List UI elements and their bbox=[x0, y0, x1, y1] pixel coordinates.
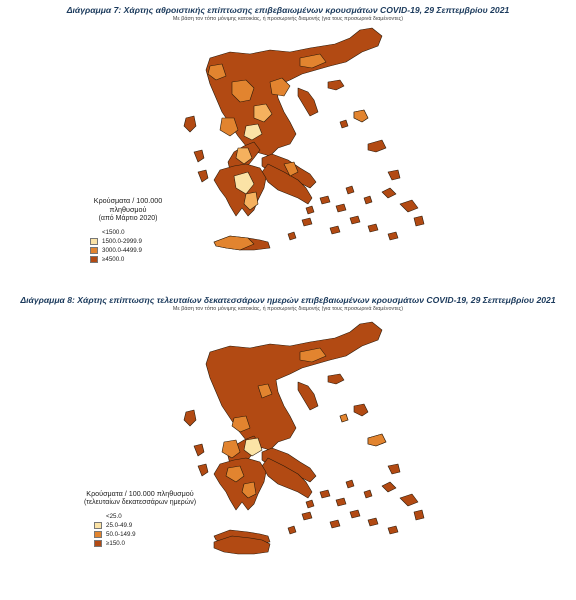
legend-subtitle: (από Μάρτιο 2020) bbox=[98, 215, 158, 222]
legend-subtitle: (τελευταίων δεκατεσσάρων ημερών) bbox=[83, 499, 197, 506]
map-panel-14day bbox=[0, 292, 576, 600]
legend-label: ≥4500.0 bbox=[102, 256, 125, 263]
legend-item bbox=[90, 246, 178, 255]
legend-title: Κρούσματα / 100.000 πληθυσμού bbox=[86, 489, 194, 498]
map-panel-cumulative bbox=[0, 0, 576, 290]
legend-label: 50.0-149.9 bbox=[106, 531, 136, 538]
greece-choropleth-map bbox=[150, 22, 440, 290]
legend-swatch bbox=[90, 238, 98, 245]
legend-label: <1500.0 bbox=[102, 229, 125, 236]
legend-swatch bbox=[94, 513, 102, 520]
figure-title: Διάγραμμα 7: Χάρτης αθροιστικής επίπτωσης επιβεβαιωμένων κρουσμάτων COVID-19, 29 Σεπτεμβρίου 2021 bbox=[66, 5, 510, 15]
legend-label: 3000.0-4499.9 bbox=[102, 247, 142, 254]
map-legend bbox=[70, 489, 210, 548]
region-shape bbox=[368, 434, 386, 446]
legend-label: 1500.0-2999.9 bbox=[102, 238, 142, 245]
regions-base bbox=[206, 322, 382, 510]
legend-item bbox=[94, 539, 210, 548]
region-shape bbox=[340, 414, 348, 422]
legend-item bbox=[94, 530, 210, 539]
legend-swatch bbox=[90, 247, 98, 254]
legend-label: <25.0 bbox=[106, 513, 122, 520]
legend-item bbox=[90, 228, 178, 237]
figure-title: Διάγραμμα 8: Χάρτης επίπτωσης τελευταίων δεκατεσσάρων ημερών επιβεβαιωμένων κρουσμάτων COVID-19, 29 Σεπτεμβρίου 2021 bbox=[20, 295, 556, 305]
legend-swatch bbox=[90, 256, 98, 263]
legend-swatch bbox=[90, 229, 98, 236]
legend-label: ≥150.0 bbox=[106, 540, 125, 547]
map-legend bbox=[78, 196, 178, 264]
legend-item bbox=[90, 255, 178, 264]
legend-swatch bbox=[94, 540, 102, 547]
legend-title: Κρούσματα / 100.000 πληθυσμού bbox=[93, 196, 163, 214]
region-shape bbox=[354, 110, 368, 122]
legend-item bbox=[94, 512, 210, 521]
legend-swatch bbox=[94, 531, 102, 538]
legend-item bbox=[94, 521, 210, 530]
legend-label: 25.0-49.9 bbox=[106, 522, 133, 529]
legend-item bbox=[90, 237, 178, 246]
figure-subtitle: Με βάση τον τόπο μόνιμης κατοικίας, ή προσωρινής διαμονής (για τους προσωρινά διαμένοντες) bbox=[172, 16, 404, 22]
legend-swatch bbox=[94, 522, 102, 529]
figure-subtitle: Με βάση τον τόπο μόνιμης κατοικίας, ή προσωρινής διαμονής (για τους προσωρινά διαμένοντες) bbox=[172, 306, 404, 312]
greece-choropleth-map bbox=[150, 316, 440, 598]
